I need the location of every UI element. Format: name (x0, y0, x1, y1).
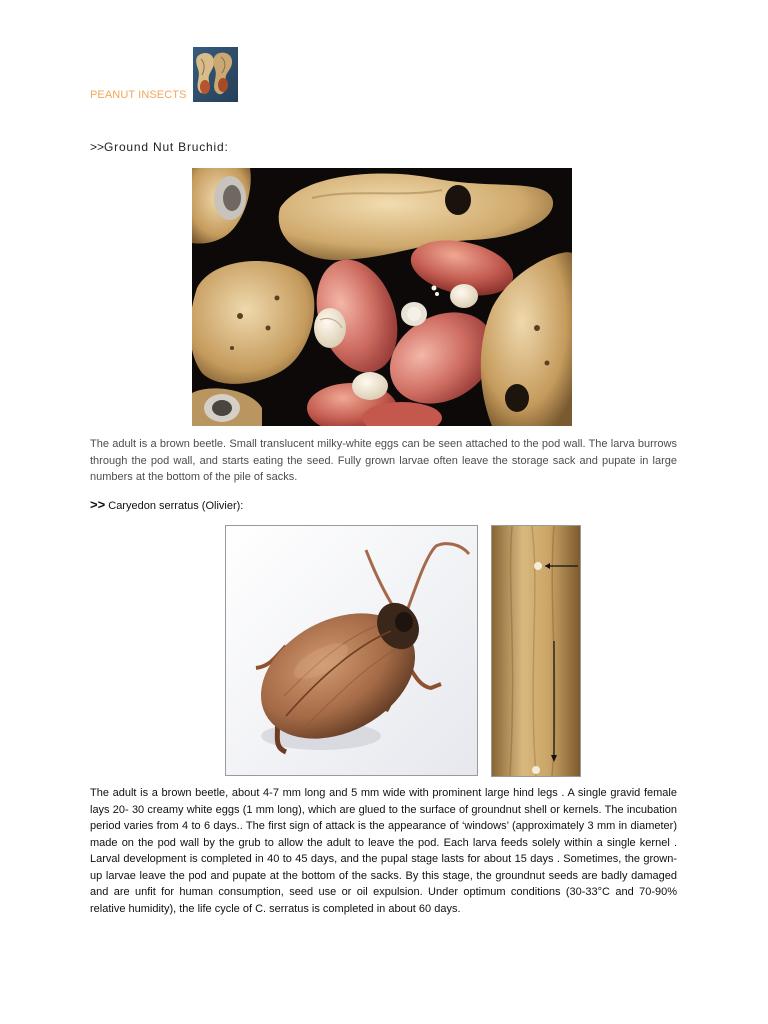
section-title (90, 140, 228, 154)
species-description: The adult is a brown beetle, about 4-7 mm long and 5 mm wide with prominent large hind legs . A single gravid female lays 20- 30 creamy white eggs (1 mm long), which are glued to the surface of groundnut shell or kernels. The incubation period varies from 4 to 6 days.. The first sign of attack is the appearance of ‘windows’ (approximately 3 mm in diameter) made on the pod wall by the grub to allow the adult to leave the pod. Each larva feeds solely within a single kernel . Larval development is completed in 40 to 45 days, and the pupal stage lasts for about 15 days . Sometimes, the grown-up larvae leave the pod and pupate at the bottom of the sacks. By this stage, the groundnut seeds are badly damaged and are unfit for human consumption, seed use or oil expulsion. Under optimum conditions (30-33°C and 70-90% relative humidity), the life cycle of C. serratus is completed in about 60 days. (90, 787, 677, 915)
species-title-suffix: : (240, 500, 244, 512)
damaged-groundnut-pod-photo (491, 525, 581, 777)
species-title-prefix: >> (90, 497, 106, 512)
caryedon-serratus-beetle-photo (225, 525, 478, 776)
groundnut-seeds-with-larvae-photo (192, 168, 572, 426)
section-title-name: Ground Nut Bruchid (104, 140, 225, 154)
header-label: PEANUT INSECTS (90, 89, 187, 101)
bruchid-description: The adult is a brown beetle. Small translucent milky-white eggs can be seen attached to the pod wall. The larva burrows through the pod wall, and starts eating the seed. Fully grown larvae often leave the storage sack and pupate in large numbers at the bottom of the pile of sacks. (90, 438, 677, 483)
section-title-suffix: : (224, 140, 228, 154)
species-title (90, 497, 243, 512)
section-title-prefix: >> (90, 140, 105, 154)
species-title-name: Caryedon serratus (Olivier) (108, 500, 241, 512)
peanut-pods-thumbnail (193, 47, 238, 102)
